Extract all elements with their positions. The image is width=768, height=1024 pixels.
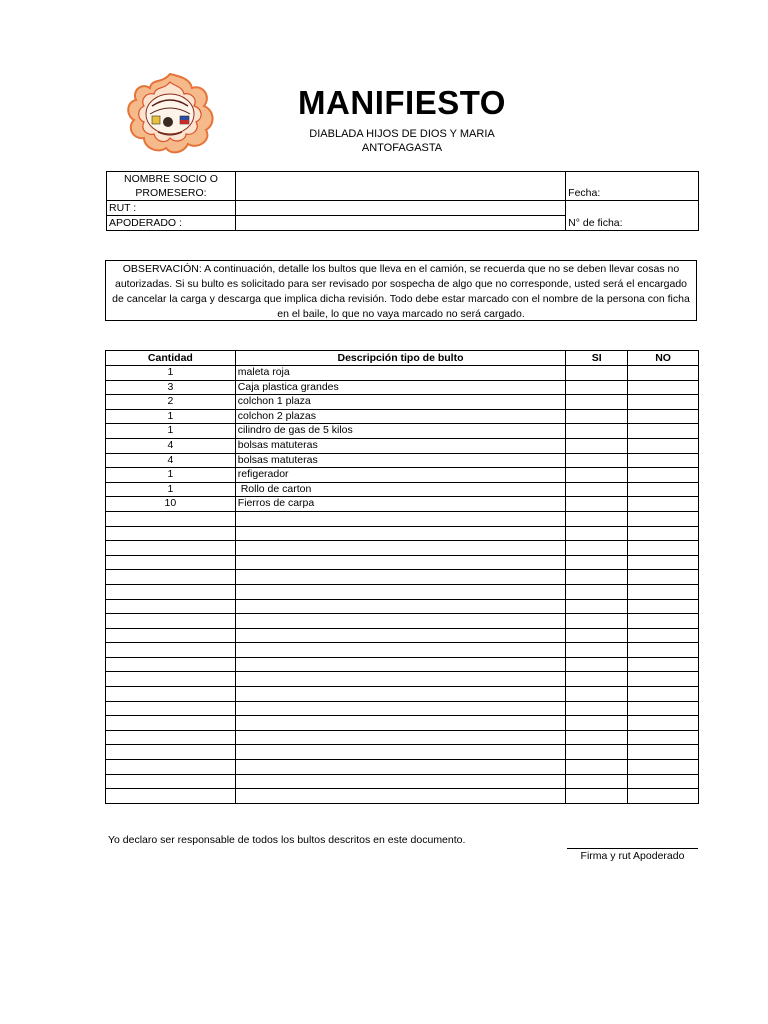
socio-label-2: PROMESERO: (107, 186, 236, 201)
observation-box (105, 260, 697, 321)
rut-field[interactable] (235, 201, 565, 216)
no-checkbox-cell[interactable] (628, 599, 699, 614)
quantity-cell[interactable]: 1 (106, 409, 236, 424)
quantity-cell[interactable] (106, 614, 236, 629)
quantity-cell[interactable]: 1 (106, 424, 236, 439)
description-cell[interactable] (235, 672, 565, 687)
table-row (106, 482, 699, 497)
si-checkbox-cell[interactable] (566, 555, 628, 570)
si-checkbox-cell[interactable] (566, 730, 628, 745)
quantity-cell[interactable] (106, 789, 236, 804)
quantity-cell[interactable] (106, 570, 236, 585)
rut-label: RUT : (107, 201, 236, 216)
quantity-cell[interactable] (106, 730, 236, 745)
si-checkbox-cell[interactable] (566, 584, 628, 599)
observation-line: OBSERVACIÓN: A continuación, detalle los bultos que lleva en el camión, se recuerda que no se deben llevar cosas no (122, 263, 680, 275)
si-checkbox-cell[interactable] (566, 380, 628, 395)
no-checkbox-cell[interactable] (628, 511, 699, 526)
quantity-cell[interactable] (106, 701, 236, 716)
si-checkbox-cell[interactable] (566, 526, 628, 541)
si-checkbox-cell[interactable] (566, 541, 628, 556)
description-cell[interactable] (235, 526, 565, 541)
no-checkbox-cell[interactable] (628, 643, 699, 658)
si-checkbox-cell[interactable] (566, 599, 628, 614)
description-cell[interactable]: Caja plastica grandes (235, 380, 565, 395)
observation-line: en el baile, lo que no vaya marcado no será cargado. (277, 308, 525, 320)
apoderado-label: APODERADO : (107, 216, 236, 231)
declaration-text: Yo declaro ser responsable de todos los bultos descritos en este documento. (108, 834, 466, 846)
si-checkbox-cell[interactable] (566, 687, 628, 702)
quantity-cell[interactable] (106, 745, 236, 760)
no-checkbox-cell[interactable] (628, 570, 699, 585)
info-table (106, 171, 699, 231)
observation-line: autorizadas. Si su bulto es solicitado para ser revisado por sospecha de algo que no corresponde, usted será el encargado (114, 278, 688, 290)
no-checkbox-cell[interactable] (628, 614, 699, 629)
table-row (106, 599, 699, 614)
signature-line[interactable] (567, 848, 698, 849)
description-cell[interactable]: bolsas matuteras (235, 438, 565, 453)
si-checkbox-cell[interactable] (566, 716, 628, 731)
si-checkbox-cell[interactable] (566, 395, 628, 410)
table-row (106, 584, 699, 599)
si-checkbox-cell[interactable] (566, 745, 628, 760)
no-checkbox-cell[interactable] (628, 366, 699, 381)
table-row (106, 789, 699, 804)
table-row (106, 526, 699, 541)
description-cell[interactable]: colchon 1 plaza (235, 395, 565, 410)
no-checkbox-cell[interactable] (628, 526, 699, 541)
table-row (106, 643, 699, 658)
table-row (106, 366, 699, 381)
no-checkbox-cell[interactable] (628, 409, 699, 424)
description-cell[interactable] (235, 628, 565, 643)
quantity-cell[interactable] (106, 643, 236, 658)
no-checkbox-cell[interactable] (628, 657, 699, 672)
si-checkbox-cell[interactable] (566, 409, 628, 424)
no-checkbox-cell[interactable] (628, 730, 699, 745)
quantity-cell[interactable]: 1 (106, 366, 236, 381)
quantity-cell[interactable] (106, 760, 236, 775)
quantity-cell[interactable] (106, 716, 236, 731)
quantity-cell[interactable] (106, 657, 236, 672)
si-checkbox-cell[interactable] (566, 701, 628, 716)
no-checkbox-cell[interactable] (628, 774, 699, 789)
si-checkbox-cell[interactable] (566, 614, 628, 629)
table-row (106, 614, 699, 629)
table-row (106, 672, 699, 687)
table-row (106, 511, 699, 526)
description-cell[interactable]: colchon 2 plazas (235, 409, 565, 424)
table-row (106, 570, 699, 585)
si-checkbox-cell[interactable] (566, 366, 628, 381)
no-checkbox-cell[interactable] (628, 584, 699, 599)
apoderado-field[interactable] (235, 216, 565, 231)
quantity-cell[interactable] (106, 526, 236, 541)
description-cell[interactable] (235, 570, 565, 585)
quantity-cell[interactable]: 10 (106, 497, 236, 512)
description-cell[interactable] (235, 774, 565, 789)
no-checkbox-cell[interactable] (628, 555, 699, 570)
table-row (106, 468, 699, 483)
si-checkbox-cell[interactable] (566, 628, 628, 643)
description-cell[interactable]: cilindro de gas de 5 kilos (235, 424, 565, 439)
fecha-label: Fecha: (566, 186, 699, 201)
si-checkbox-cell[interactable] (566, 657, 628, 672)
table-row (106, 497, 699, 512)
description-cell[interactable] (235, 760, 565, 775)
quantity-cell[interactable] (106, 511, 236, 526)
description-cell[interactable] (235, 511, 565, 526)
table-row (106, 774, 699, 789)
si-checkbox-cell[interactable] (566, 774, 628, 789)
quantity-cell[interactable]: 1 (106, 468, 236, 483)
description-cell[interactable] (235, 584, 565, 599)
table-row (106, 730, 699, 745)
si-checkbox-cell[interactable] (566, 760, 628, 775)
no-checkbox-cell[interactable] (628, 701, 699, 716)
table-row (106, 760, 699, 775)
description-cell[interactable] (235, 614, 565, 629)
table-row (106, 438, 699, 453)
no-checkbox-cell[interactable] (628, 395, 699, 410)
logo (122, 72, 218, 156)
description-cell[interactable] (235, 541, 565, 556)
quantity-cell[interactable] (106, 599, 236, 614)
si-checkbox-cell[interactable] (566, 438, 628, 453)
description-cell[interactable] (235, 643, 565, 658)
table-row (106, 657, 699, 672)
quantity-cell[interactable]: 3 (106, 380, 236, 395)
si-checkbox-cell[interactable] (566, 511, 628, 526)
no-checkbox-cell[interactable] (628, 380, 699, 395)
si-checkbox-cell[interactable] (566, 453, 628, 468)
quantity-cell[interactable] (106, 555, 236, 570)
socio-label-1: NOMBRE SOCIO O (107, 172, 236, 187)
no-checkbox-cell[interactable] (628, 468, 699, 483)
organization-city: ANTOFAGASTA (361, 142, 443, 154)
items-table (105, 350, 699, 804)
si-checkbox-cell[interactable] (566, 424, 628, 439)
quantity-cell[interactable] (106, 687, 236, 702)
description-cell[interactable] (235, 555, 565, 570)
table-row (106, 687, 699, 702)
no-checkbox-cell[interactable] (628, 497, 699, 512)
description-cell[interactable]: refigerador (235, 468, 565, 483)
description-cell[interactable] (235, 599, 565, 614)
table-row (106, 745, 699, 760)
si-checkbox-cell[interactable] (566, 468, 628, 483)
quantity-cell[interactable] (106, 628, 236, 643)
no-checkbox-cell[interactable] (628, 760, 699, 775)
table-row (106, 628, 699, 643)
si-checkbox-cell[interactable] (566, 789, 628, 804)
table-row (106, 453, 699, 468)
ficha-label: N° de ficha: (566, 216, 699, 231)
no-checkbox-cell[interactable] (628, 628, 699, 643)
table-row (106, 541, 699, 556)
no-checkbox-cell[interactable] (628, 541, 699, 556)
quantity-cell[interactable] (106, 672, 236, 687)
table-row (106, 701, 699, 716)
si-checkbox-cell[interactable] (566, 482, 628, 497)
quantity-cell[interactable]: 4 (106, 453, 236, 468)
quantity-cell[interactable]: 1 (106, 482, 236, 497)
description-cell[interactable] (235, 745, 565, 760)
page-title: MANIFIESTO (298, 84, 506, 121)
table-row (106, 395, 699, 410)
no-checkbox-cell[interactable] (628, 672, 699, 687)
description-cell[interactable] (235, 657, 565, 672)
table-row (106, 409, 699, 424)
header-no: NO (628, 351, 699, 366)
description-cell[interactable] (235, 701, 565, 716)
table-row (106, 716, 699, 731)
no-checkbox-cell[interactable] (628, 482, 699, 497)
no-checkbox-cell[interactable] (628, 789, 699, 804)
quantity-cell[interactable]: 4 (106, 438, 236, 453)
quantity-cell[interactable]: 2 (106, 395, 236, 410)
no-checkbox-cell[interactable] (628, 424, 699, 439)
quantity-cell[interactable] (106, 584, 236, 599)
no-checkbox-cell[interactable] (628, 716, 699, 731)
signature-label: Firma y rut Apoderado (580, 850, 685, 862)
organization-name: DIABLADA HIJOS DE DIOS Y MARIA (309, 128, 495, 140)
description-cell[interactable]: maleta roja (235, 366, 565, 381)
table-row (106, 380, 699, 395)
header-si: SI (566, 351, 628, 366)
table-row (106, 424, 699, 439)
table-row (106, 555, 699, 570)
description-cell[interactable]: Fierros de carpa (235, 497, 565, 512)
quantity-cell[interactable] (106, 774, 236, 789)
description-cell[interactable] (235, 687, 565, 702)
description-cell[interactable] (235, 716, 565, 731)
si-checkbox-cell[interactable] (566, 672, 628, 687)
si-checkbox-cell[interactable] (566, 570, 628, 585)
description-cell[interactable]: bolsas matuteras (235, 453, 565, 468)
no-checkbox-cell[interactable] (628, 687, 699, 702)
socio-field[interactable] (235, 172, 565, 201)
description-cell[interactable] (235, 789, 565, 804)
no-checkbox-cell[interactable] (628, 453, 699, 468)
observation-line: de cancelar la carga y descarga que implica dicha revisión. Todo debe estar marcado con el nombre de la persona con ficha (112, 293, 690, 305)
header-cantidad: Cantidad (106, 351, 236, 366)
quantity-cell[interactable] (106, 541, 236, 556)
no-checkbox-cell[interactable] (628, 438, 699, 453)
description-cell[interactable] (235, 730, 565, 745)
si-checkbox-cell[interactable] (566, 643, 628, 658)
si-checkbox-cell[interactable] (566, 497, 628, 512)
no-checkbox-cell[interactable] (628, 745, 699, 760)
header-descripcion: Descripción tipo de bulto (235, 351, 565, 366)
description-cell[interactable]: Rollo de carton (235, 482, 565, 497)
diablada-emblem-icon (122, 72, 218, 156)
